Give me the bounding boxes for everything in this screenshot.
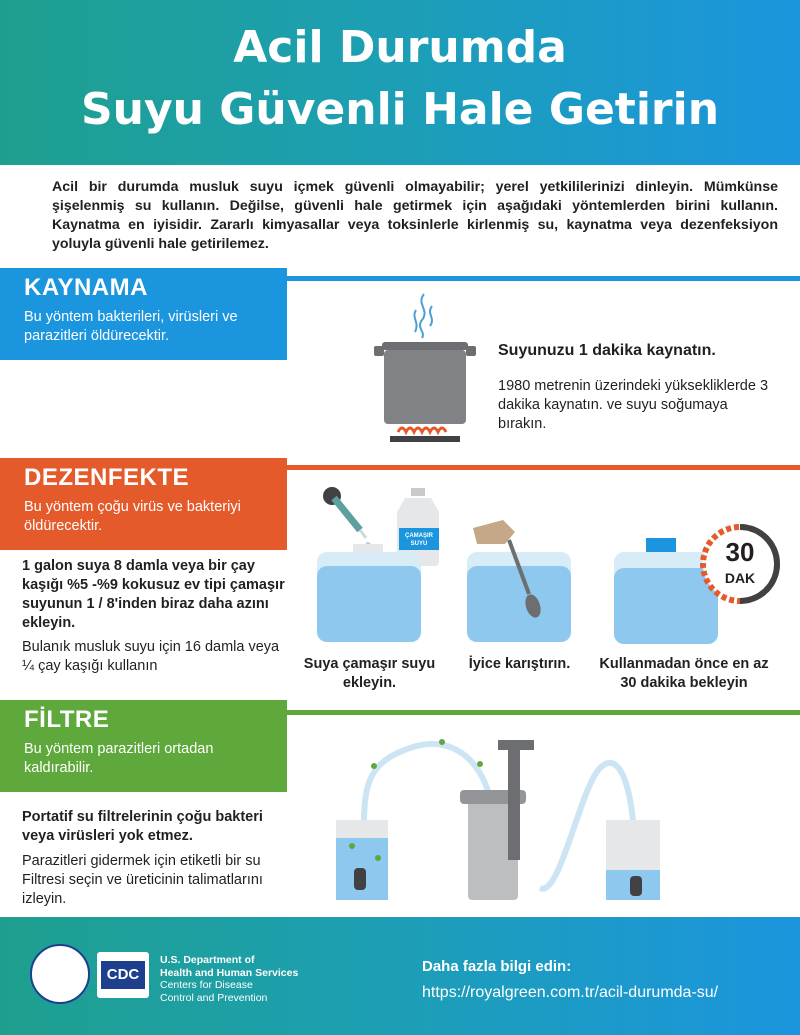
bleach-label-line1: ÇAMAŞIR — [405, 533, 433, 539]
more-info-link[interactable]: https://royalgreen.com.tr/acil-durumda-su/ — [422, 984, 719, 1001]
page-title-line2: Suyu Güvenli Hale Getirin — [80, 84, 720, 135]
disinfect-step-3: Kullanmadan önce en az 30 dakika bekleyin — [599, 656, 769, 691]
disinfect-title: DEZENFEKTE — [24, 464, 190, 491]
boil-subtitle: Bu yöntem bakterileri, virüsleri ve parazitleri öldürecektir. — [24, 309, 238, 344]
header-banner — [0, 0, 800, 165]
disinfect-step-1: Suya çamaşır suyu ekleyin. — [303, 656, 436, 691]
boil-step-title: Suyunuzu 1 dakika kaynatın. — [498, 342, 716, 359]
boil-header — [0, 268, 287, 360]
pot-icon — [368, 290, 483, 450]
department-name — [160, 954, 298, 1004]
page-title-line1: Acil Durumda — [233, 22, 567, 73]
disinfect-main-text: 1 galon suya 8 damla veya bir çay kaşığı %5 -%9 kokusuz ev tipi çamaşır suyunun 1 / 8'inden biraz daha azını ekleyin. — [22, 558, 285, 631]
more-info-label: Daha fazla bilgi edin: — [422, 958, 572, 975]
filter-subtitle: Bu yöntem parazitleri ortadan kaldırabilir. — [24, 741, 214, 776]
boil-title: KAYNAMA — [24, 274, 148, 301]
filter-header — [0, 700, 287, 792]
disinfect-cloudy-text: Bulanık musluk suyu için 16 damla veya ¼ çay kaşığı kullanın — [22, 639, 280, 674]
water-filter-icon — [330, 728, 670, 908]
boil-step-text: 1980 metrenin üzerindeki yüksekliklerde 3 dakika kaynatın. ve suyu soğumaya bırakın. — [498, 378, 769, 432]
timer-unit: DAK — [724, 570, 756, 586]
filter-title: FİLTRE — [24, 706, 110, 733]
filter-detail-text: Parazitleri gidermek için etiketli bir su Filtresi seçin ve üreticinin talimatlarını izleyin. — [22, 853, 263, 907]
flame-icon — [390, 428, 460, 442]
cdc-logo — [97, 952, 149, 998]
cdc-logo-text: CDC — [101, 961, 145, 989]
water-jug-icon — [315, 544, 425, 644]
disinfect-header — [0, 458, 287, 550]
bleach-label-line2: SUYU — [410, 541, 428, 547]
dept-line4: Control and Prevention — [160, 991, 268, 1004]
intro-text: Acil bir durumda musluk suyu içmek güvenli olmayabilir; yerel yetkililerinizi dinleyin. Mümkünse şişelenmiş su kullanın. Değilse, güvenli hale getirmek için aşağıdaki yöntemlerden birini kullanın. Kaynatma en iyisidir. Zararlı kimyasallar veya toksinlerle kirlenmiş su, kaynatma veya dezenfeksiyon yoluyla güvenli hale getirilemez. — [52, 179, 778, 252]
disinfect-subtitle: Bu yöntem çoğu virüs ve bakteriyi öldürecektir. — [24, 499, 241, 534]
dept-line3: Centers for Disease — [160, 979, 253, 991]
hhs-seal-icon — [30, 944, 90, 1004]
dept-line1: U.S. Department of — [160, 954, 255, 966]
dept-line2: Health and Human Services — [160, 966, 299, 979]
water-jug-icon-2 — [465, 518, 575, 644]
timer-number: 30 — [725, 537, 755, 567]
disinfect-step-2: İyice karıştırın. — [468, 656, 571, 672]
filter-main-text: Portatif su filtrelerinin çoğu bakteri veya virüsleri yok etmez. — [22, 809, 263, 844]
